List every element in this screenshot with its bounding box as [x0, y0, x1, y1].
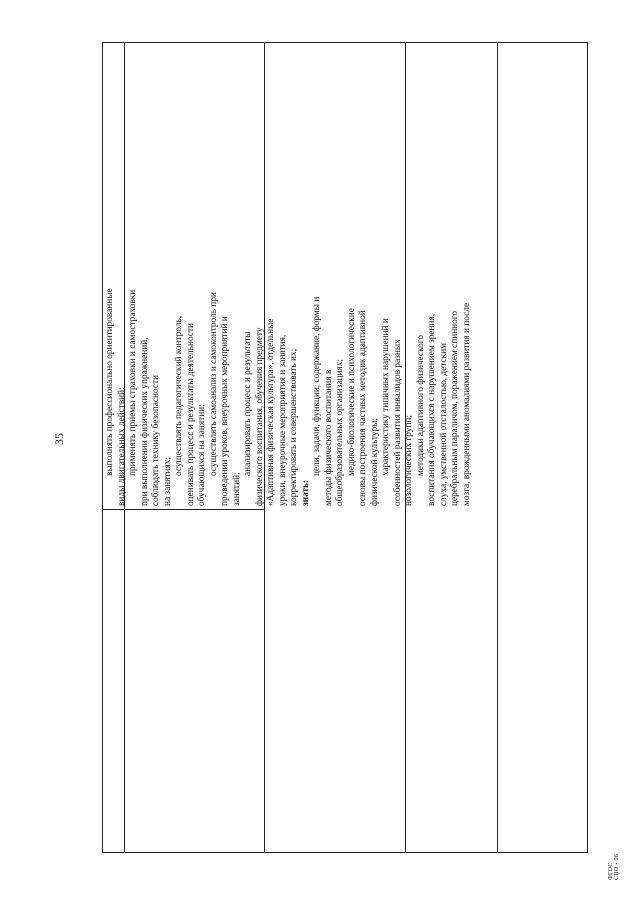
- document-table: [102, 42, 588, 853]
- text-line: при выполнении физических упражнений,: [139, 337, 150, 506]
- footer-label: ФГОС СПО - 06: [608, 853, 620, 880]
- text-line: «Адаптивная физическая культура», отдельные: [266, 318, 276, 506]
- column-divider: [103, 509, 124, 510]
- text-line: нозологических групп;: [404, 415, 414, 506]
- text-line: общеобразовательных организациях;: [335, 359, 345, 506]
- text-line: медико-биологические и психологические: [346, 308, 357, 476]
- text-line: цели, задачи, функции, содержание, формы и: [312, 296, 322, 476]
- text-line: физической культуры;: [369, 417, 380, 506]
- text-line: виды двигательных действий;: [116, 387, 127, 506]
- text-line: выполнять профессионально ориентированные: [105, 288, 115, 476]
- text-line: на занятиях;: [162, 456, 173, 506]
- text-line: мозга, врожденными аномалиями развития и после: [461, 302, 472, 506]
- text-line: уроки, внеурочные мероприятия и занятия,: [277, 334, 288, 506]
- text-line: особенностей развития инвалидов разных: [392, 339, 403, 506]
- text-line: проведении уроков, внеурочных мероприятий и: [220, 316, 230, 506]
- column-divider: [125, 509, 264, 510]
- text-line: знать:: [300, 479, 311, 506]
- text-line: характеристику типичных нарушений и: [381, 318, 391, 476]
- table-row-5: [498, 43, 587, 852]
- text-line: обучающихся на занятии;: [197, 404, 207, 506]
- text-line: оценивать процесс и результаты деятельности: [185, 322, 196, 506]
- text-line: методики адаптивного физического: [415, 334, 426, 476]
- text-line: основы построения частных методик адаптивной: [358, 310, 368, 506]
- text-line: слуха, умственной отсталостью, детским: [438, 343, 449, 506]
- text-line: воспитания обучающихся с нарушением зрения,: [427, 313, 437, 506]
- page-number: 35: [52, 433, 66, 445]
- text-line: соблюдать технику безопасности: [151, 374, 161, 506]
- text-line: физического воспитания, обучения предмету: [254, 327, 265, 506]
- text-line: методы физического воспитания в: [323, 369, 334, 506]
- text-line: анализировать процесс и результаты: [243, 331, 253, 476]
- text-line: применять приемы страховки и самостраховки: [128, 289, 138, 476]
- text-line: корректировать и совершенствовать их;: [289, 348, 299, 506]
- skills-knowledge-cell: [105, 48, 473, 506]
- text-line: осуществлять педагогический контроль,: [174, 315, 184, 476]
- text-line: церебральным параличом, поражением спинного: [450, 310, 460, 506]
- text-line: осуществлять самоанализ и самоконтроль при: [208, 292, 219, 476]
- text-line: занятий;: [231, 472, 242, 506]
